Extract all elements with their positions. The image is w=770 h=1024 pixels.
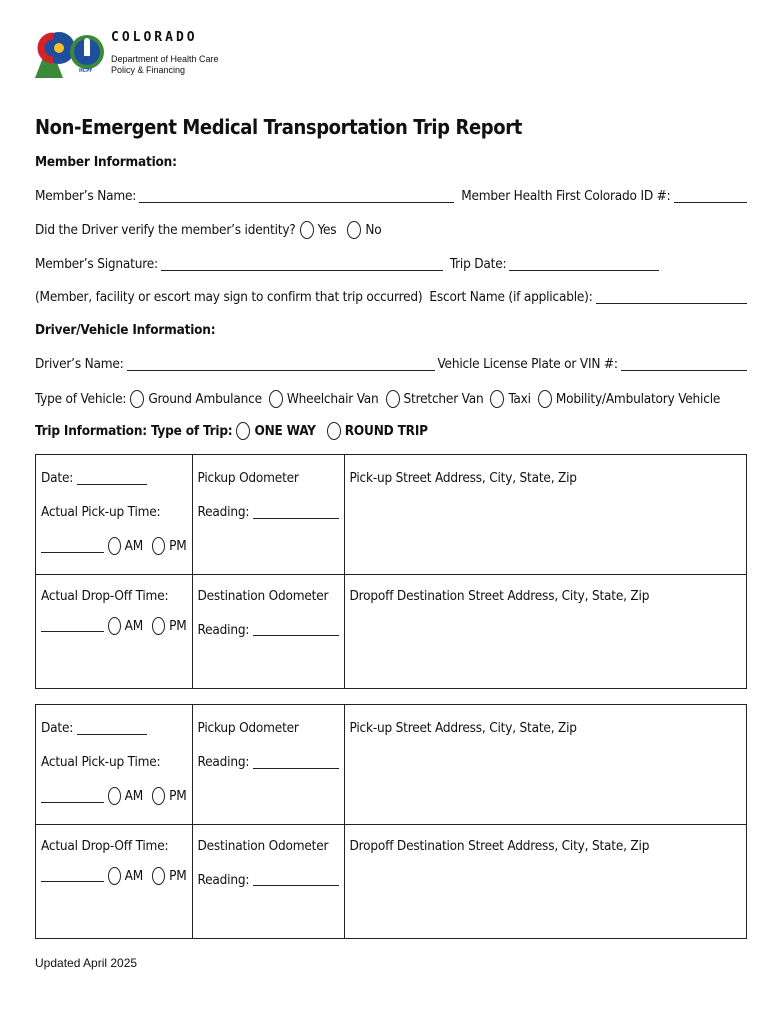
vehicle-type-label: Type of Vehicle:: [35, 391, 127, 407]
pickup-pm-label: PM: [169, 788, 187, 804]
vehicle-wheelchair-van-label: Wheelchair Van: [286, 391, 379, 407]
dropoff-address-cell[interactable]: [344, 574, 746, 688]
vehicle-taxi-label: Taxi: [508, 391, 531, 407]
driver-name-field[interactable]: [127, 358, 435, 371]
reading-label: Reading:: [197, 504, 250, 520]
vehicle-taxi-radio[interactable]: [490, 390, 504, 408]
member-name-field[interactable]: [139, 190, 454, 203]
verify-yes-label: Yes: [317, 222, 337, 238]
dropoff-time-cell: [36, 574, 192, 688]
dropoff-address-cell[interactable]: [344, 824, 746, 938]
dropoff-pm-label: PM: [169, 867, 187, 884]
trip-info-label: Trip Information: Type of Trip:: [35, 423, 233, 439]
dropoff-am-radio[interactable]: [108, 617, 121, 635]
vehicle-ground-ambulance-label: Ground Ambulance: [148, 391, 262, 407]
signature-row: [35, 256, 659, 272]
dropoff-am-label: AM: [124, 617, 144, 634]
agency-logo: [35, 28, 219, 84]
vehicle-mobility-radio[interactable]: [538, 390, 552, 408]
pickup-time-label: Actual Pick-up Time:: [41, 754, 161, 770]
dropoff-time-label: Actual Drop-Off Time:: [41, 837, 169, 854]
signature-field[interactable]: [161, 258, 443, 271]
driver-section-heading: Driver/Vehicle Information:: [35, 322, 216, 338]
dest-reading-field[interactable]: [253, 623, 339, 636]
vehicle-mobility-label: Mobility/Ambulatory Vehicle: [555, 391, 721, 407]
trip-round-trip-label: ROUND TRIP: [344, 423, 428, 439]
plate-field[interactable]: [621, 358, 747, 371]
reading-label: Reading:: [197, 621, 250, 638]
pickup-odometer-label: Pickup Odometer: [197, 470, 299, 486]
dropoff-am-label: AM: [124, 867, 144, 884]
pickup-odometer-cell: [192, 705, 344, 824]
trip-type-row: [35, 422, 428, 440]
verify-yes-radio[interactable]: [300, 221, 314, 239]
trip-one-way-radio[interactable]: [236, 422, 250, 440]
driver-name-row: [35, 356, 747, 372]
member-id-field[interactable]: [674, 190, 747, 203]
logo-badge: HCPF: [79, 68, 93, 74]
dest-odometer-cell: [192, 574, 344, 688]
logo-dept-line1: Department of Health Care: [111, 54, 219, 64]
dropoff-pm-radio[interactable]: [152, 867, 165, 885]
dest-odometer-label: Destination Odometer: [197, 837, 329, 854]
member-name-row: [35, 188, 747, 204]
member-name-label: Member’s Name:: [35, 188, 137, 204]
dropoff-time-field[interactable]: [41, 619, 104, 632]
pickup-time-field[interactable]: [41, 790, 104, 803]
date-field[interactable]: [77, 722, 147, 735]
vehicle-type-row: [35, 390, 720, 408]
date-field[interactable]: [77, 472, 147, 485]
pickup-pm-label: PM: [169, 538, 187, 554]
reading-label: Reading:: [197, 754, 250, 770]
trip-round-trip-radio[interactable]: [327, 422, 341, 440]
pickup-am-radio[interactable]: [108, 787, 121, 805]
pickup-odometer-label: Pickup Odometer: [197, 720, 299, 736]
pickup-address-label: Pick-up Street Address, City, State, Zip: [349, 720, 577, 736]
member-section-heading: Member Information:: [35, 154, 177, 170]
pickup-pm-radio[interactable]: [152, 787, 165, 805]
pickup-odometer-cell: [192, 455, 344, 574]
logo-dept-line2: Policy & Financing: [111, 65, 186, 75]
dest-odometer-label: Destination Odometer: [197, 587, 329, 604]
vehicle-wheelchair-van-radio[interactable]: [269, 390, 283, 408]
dropoff-time-cell: [36, 824, 192, 938]
pickup-am-label: AM: [124, 538, 144, 554]
dest-reading-field[interactable]: [253, 873, 339, 886]
driver-name-label: Driver’s Name:: [35, 356, 124, 372]
dest-odometer-cell: [192, 824, 344, 938]
trip-date-label: Trip Date:: [449, 256, 507, 272]
logo-state-name: COLORADO: [111, 30, 198, 45]
pickup-am-label: AM: [124, 788, 144, 804]
pickup-time-cell: [36, 705, 192, 824]
pickup-am-radio[interactable]: [108, 537, 121, 555]
vehicle-stretcher-van-label: Stretcher Van: [403, 391, 484, 407]
vehicle-ground-ambulance-radio[interactable]: [130, 390, 144, 408]
trip-table-2: [35, 704, 747, 939]
date-label: Date:: [41, 470, 74, 486]
dropoff-address-label: Dropoff Destination Street Address, City, State, Zip: [349, 587, 650, 604]
colorado-mountain-icon: [35, 30, 105, 80]
escort-label: Escort Name (if applicable):: [429, 289, 593, 305]
escort-row: [35, 289, 747, 305]
trip-one-way-label: ONE WAY: [254, 423, 316, 439]
dropoff-pm-radio[interactable]: [152, 617, 165, 635]
dropoff-time-field[interactable]: [41, 869, 104, 882]
pickup-address-cell[interactable]: [344, 705, 746, 824]
verify-no-radio[interactable]: [347, 221, 361, 239]
sign-note: (Member, facility or escort may sign to confirm that trip occurred): [35, 289, 423, 305]
dropoff-address-label: Dropoff Destination Street Address, City, State, Zip: [349, 837, 650, 854]
verify-row: [35, 221, 382, 239]
pickup-reading-field[interactable]: [253, 506, 339, 519]
signature-label: Member’s Signature:: [35, 256, 158, 272]
trip-table-1: [35, 454, 747, 689]
pickup-time-label: Actual Pick-up Time:: [41, 504, 161, 520]
page-title: Non-Emergent Medical Transportation Trip Report: [35, 115, 522, 139]
reading-label: Reading:: [197, 871, 250, 888]
footer-updated-date: Updated April 2025: [35, 956, 138, 970]
member-id-label: Member Health First Colorado ID #:: [461, 188, 671, 204]
escort-field[interactable]: [596, 291, 747, 304]
plate-label: Vehicle License Plate or VIN #:: [437, 356, 618, 372]
dropoff-am-radio[interactable]: [108, 867, 121, 885]
verify-no-label: No: [365, 222, 382, 238]
dropoff-time-label: Actual Drop-Off Time:: [41, 587, 169, 604]
pickup-address-label: Pick-up Street Address, City, State, Zip: [349, 470, 577, 486]
dropoff-pm-label: PM: [169, 617, 187, 634]
pickup-pm-radio[interactable]: [152, 537, 165, 555]
date-label: Date:: [41, 720, 74, 736]
trip-date-field[interactable]: [509, 258, 659, 271]
pickup-reading-field[interactable]: [253, 756, 339, 769]
verify-question: Did the Driver verify the member’s identity?: [35, 222, 296, 238]
pickup-address-cell[interactable]: [344, 455, 746, 574]
vehicle-stretcher-van-radio[interactable]: [386, 390, 400, 408]
pickup-time-field[interactable]: [41, 540, 104, 553]
pickup-time-cell: [36, 455, 192, 574]
